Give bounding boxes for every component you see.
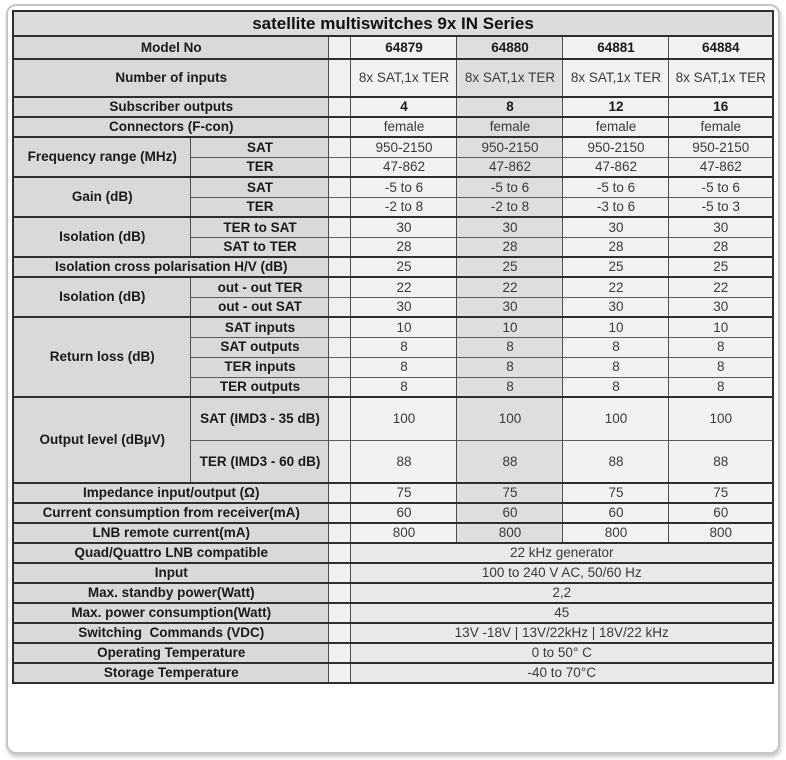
value-cell: 64884 xyxy=(669,36,773,59)
sub-label: out - out TER xyxy=(191,277,329,297)
spacer-cell xyxy=(329,440,351,483)
value-cell: 8x SAT,1x TER xyxy=(457,59,563,97)
row-label: Subscriber outputs xyxy=(13,97,329,117)
spacer-cell xyxy=(329,97,351,117)
row-label: Max. standby power(Watt) xyxy=(13,583,329,603)
value-cell: 64881 xyxy=(563,36,669,59)
group-label: Output level (dBµV) xyxy=(13,397,191,483)
value-cell: 8 xyxy=(457,97,563,117)
page-title: satellite multiswitches 9x IN Series xyxy=(13,11,773,36)
spec-row xyxy=(13,137,773,157)
value-cell: 28 xyxy=(563,237,669,257)
value-cell: 88 xyxy=(563,440,669,483)
row-label: Isolation cross polarisation H/V (dB) xyxy=(13,257,329,277)
spec-row xyxy=(13,603,773,623)
spacer-cell xyxy=(329,563,351,583)
value-cell-spanning: 45 xyxy=(351,603,773,623)
spacer-cell xyxy=(329,137,351,157)
value-cell: 800 xyxy=(669,523,773,543)
value-cell: female xyxy=(351,117,457,137)
value-cell: 25 xyxy=(669,257,773,277)
value-cell: 800 xyxy=(457,523,563,543)
value-cell: 100 xyxy=(669,397,773,440)
spec-row xyxy=(13,97,773,117)
value-cell: 8 xyxy=(351,357,457,377)
value-cell: 100 xyxy=(457,397,563,440)
value-cell: 10 xyxy=(563,317,669,337)
value-cell: female xyxy=(457,117,563,137)
sub-label: TER to SAT xyxy=(191,217,329,237)
value-cell-spanning: 22 kHz generator xyxy=(351,543,773,563)
value-cell: 30 xyxy=(351,217,457,237)
value-cell: 30 xyxy=(669,297,773,317)
spec-row xyxy=(13,117,773,137)
value-cell: 64879 xyxy=(351,36,457,59)
value-cell: female xyxy=(563,117,669,137)
value-cell: 10 xyxy=(351,317,457,337)
row-label: Connectors (F-con) xyxy=(13,117,329,137)
value-cell: 8 xyxy=(563,377,669,397)
spec-row xyxy=(13,217,773,237)
value-cell: 22 xyxy=(563,277,669,297)
spacer-cell xyxy=(329,297,351,317)
value-cell: 950-2150 xyxy=(669,137,773,157)
spacer-cell xyxy=(329,503,351,523)
spacer-cell xyxy=(329,583,351,603)
spec-row xyxy=(13,257,773,277)
spacer-cell xyxy=(329,157,351,177)
value-cell: -2 to 8 xyxy=(351,197,457,217)
value-cell: 28 xyxy=(351,237,457,257)
spec-row xyxy=(13,563,773,583)
value-cell: 8x SAT,1x TER xyxy=(351,59,457,97)
value-cell: 30 xyxy=(563,297,669,317)
value-cell: 16 xyxy=(669,97,773,117)
spec-row xyxy=(13,523,773,543)
spec-row xyxy=(13,643,773,663)
row-label: Switching Commands (VDC) xyxy=(13,623,329,643)
row-label: Model No xyxy=(13,36,329,59)
spacer-cell xyxy=(329,357,351,377)
group-label: Frequency range (MHz) xyxy=(13,137,191,177)
spec-row xyxy=(13,483,773,503)
value-cell: 75 xyxy=(457,483,563,503)
spacer-cell xyxy=(329,217,351,237)
row-label: Quad/Quattro LNB compatible xyxy=(13,543,329,563)
row-label: Max. power consumption(Watt) xyxy=(13,603,329,623)
spacer-cell xyxy=(329,337,351,357)
group-label: Return loss (dB) xyxy=(13,317,191,397)
value-cell: 30 xyxy=(457,297,563,317)
spacer-cell xyxy=(329,483,351,503)
row-label: Input xyxy=(13,563,329,583)
value-cell: 47-862 xyxy=(563,157,669,177)
value-cell: 22 xyxy=(669,277,773,297)
value-cell: female xyxy=(669,117,773,137)
sub-label: SAT xyxy=(191,137,329,157)
spec-row xyxy=(13,663,773,683)
value-cell: -5 to 6 xyxy=(351,177,457,197)
value-cell-spanning: 13V -18V | 13V/22kHz | 18V/22 kHz xyxy=(351,623,773,643)
value-cell: 8 xyxy=(457,377,563,397)
value-cell: 64880 xyxy=(457,36,563,59)
spec-row xyxy=(13,177,773,197)
row-label: Current consumption from receiver(mA) xyxy=(13,503,329,523)
value-cell-spanning: -40 to 70°C xyxy=(351,663,773,683)
value-cell: 60 xyxy=(563,503,669,523)
spacer-cell xyxy=(329,663,351,683)
value-cell: 8 xyxy=(457,357,563,377)
sub-label: SAT xyxy=(191,177,329,197)
value-cell: 950-2150 xyxy=(351,137,457,157)
value-cell: 75 xyxy=(669,483,773,503)
spacer-cell xyxy=(329,523,351,543)
spec-row xyxy=(13,317,773,337)
spec-row xyxy=(13,277,773,297)
value-cell: -5 to 6 xyxy=(457,177,563,197)
value-cell: 8 xyxy=(669,377,773,397)
spacer-cell xyxy=(329,177,351,197)
value-cell: 88 xyxy=(669,440,773,483)
value-cell: 8 xyxy=(563,357,669,377)
sub-label: TER xyxy=(191,197,329,217)
spacer-cell xyxy=(329,397,351,440)
value-cell: -3 to 6 xyxy=(563,197,669,217)
value-cell: 8x SAT,1x TER xyxy=(669,59,773,97)
value-cell: 950-2150 xyxy=(563,137,669,157)
sub-label: SAT to TER xyxy=(191,237,329,257)
value-cell: 60 xyxy=(457,503,563,523)
value-cell: 12 xyxy=(563,97,669,117)
value-cell: 25 xyxy=(563,257,669,277)
value-cell: 60 xyxy=(351,503,457,523)
value-cell: 28 xyxy=(457,237,563,257)
spacer-cell xyxy=(329,377,351,397)
value-cell: 800 xyxy=(563,523,669,543)
spec-sheet-card xyxy=(6,4,780,754)
value-cell: 10 xyxy=(669,317,773,337)
spacer-cell xyxy=(329,643,351,663)
value-cell: 47-862 xyxy=(457,157,563,177)
title-row xyxy=(13,11,773,36)
value-cell: 8 xyxy=(351,337,457,357)
spec-row xyxy=(13,623,773,643)
value-cell: 28 xyxy=(669,237,773,257)
spacer-cell xyxy=(329,237,351,257)
value-cell: 8 xyxy=(457,337,563,357)
value-cell: 30 xyxy=(669,217,773,237)
sub-label: SAT inputs xyxy=(191,317,329,337)
value-cell: 4 xyxy=(351,97,457,117)
spec-row xyxy=(13,503,773,523)
value-cell: 8 xyxy=(563,337,669,357)
value-cell: -5 to 6 xyxy=(563,177,669,197)
sub-label: TER inputs xyxy=(191,357,329,377)
value-cell: -5 to 3 xyxy=(669,197,773,217)
value-cell: 100 xyxy=(563,397,669,440)
value-cell: 800 xyxy=(351,523,457,543)
value-cell: 30 xyxy=(457,217,563,237)
value-cell: 950-2150 xyxy=(457,137,563,157)
row-label: Number of inputs xyxy=(13,59,329,97)
value-cell: 8x SAT,1x TER xyxy=(563,59,669,97)
spec-row xyxy=(13,543,773,563)
group-label: Isolation (dB) xyxy=(13,277,191,317)
spacer-cell xyxy=(329,197,351,217)
value-cell: 75 xyxy=(351,483,457,503)
sub-label: out - out SAT xyxy=(191,297,329,317)
value-cell: 30 xyxy=(351,297,457,317)
value-cell: 47-862 xyxy=(669,157,773,177)
sub-label: TER outputs xyxy=(191,377,329,397)
value-cell: 47-862 xyxy=(351,157,457,177)
row-label: Storage Temperature xyxy=(13,663,329,683)
spacer-cell xyxy=(329,257,351,277)
value-cell: 25 xyxy=(457,257,563,277)
spacer-cell xyxy=(329,59,351,97)
value-cell: 30 xyxy=(563,217,669,237)
value-cell: 8 xyxy=(669,337,773,357)
value-cell: 22 xyxy=(351,277,457,297)
sub-label: SAT (IMD3 - 35 dB) xyxy=(191,397,329,440)
spacer-cell xyxy=(329,623,351,643)
group-label: Gain (dB) xyxy=(13,177,191,217)
spacer-cell xyxy=(329,277,351,297)
value-cell: 8 xyxy=(669,357,773,377)
value-cell-spanning: 2,2 xyxy=(351,583,773,603)
spacer-cell xyxy=(329,603,351,623)
spec-table xyxy=(12,10,774,684)
value-cell: 10 xyxy=(457,317,563,337)
spacer-cell xyxy=(329,317,351,337)
row-label: Operating Temperature xyxy=(13,643,329,663)
row-label: Impedance input/output (Ω) xyxy=(13,483,329,503)
spec-row xyxy=(13,36,773,59)
spacer-cell xyxy=(329,543,351,563)
value-cell: 8 xyxy=(351,377,457,397)
value-cell: 88 xyxy=(457,440,563,483)
spec-row xyxy=(13,397,773,440)
sub-label: TER (IMD3 - 60 dB) xyxy=(191,440,329,483)
value-cell-spanning: 0 to 50° C xyxy=(351,643,773,663)
group-label: Isolation (dB) xyxy=(13,217,191,257)
row-label: LNB remote current(mA) xyxy=(13,523,329,543)
value-cell: -5 to 6 xyxy=(669,177,773,197)
spacer-cell xyxy=(329,36,351,59)
spec-row xyxy=(13,583,773,603)
value-cell: 88 xyxy=(351,440,457,483)
value-cell: 75 xyxy=(563,483,669,503)
value-cell: -2 to 8 xyxy=(457,197,563,217)
spacer-cell xyxy=(329,117,351,137)
value-cell-spanning: 100 to 240 V AC, 50/60 Hz xyxy=(351,563,773,583)
value-cell: 25 xyxy=(351,257,457,277)
value-cell: 22 xyxy=(457,277,563,297)
value-cell: 60 xyxy=(669,503,773,523)
sub-label: TER xyxy=(191,157,329,177)
sub-label: SAT outputs xyxy=(191,337,329,357)
value-cell: 100 xyxy=(351,397,457,440)
spec-row xyxy=(13,59,773,97)
